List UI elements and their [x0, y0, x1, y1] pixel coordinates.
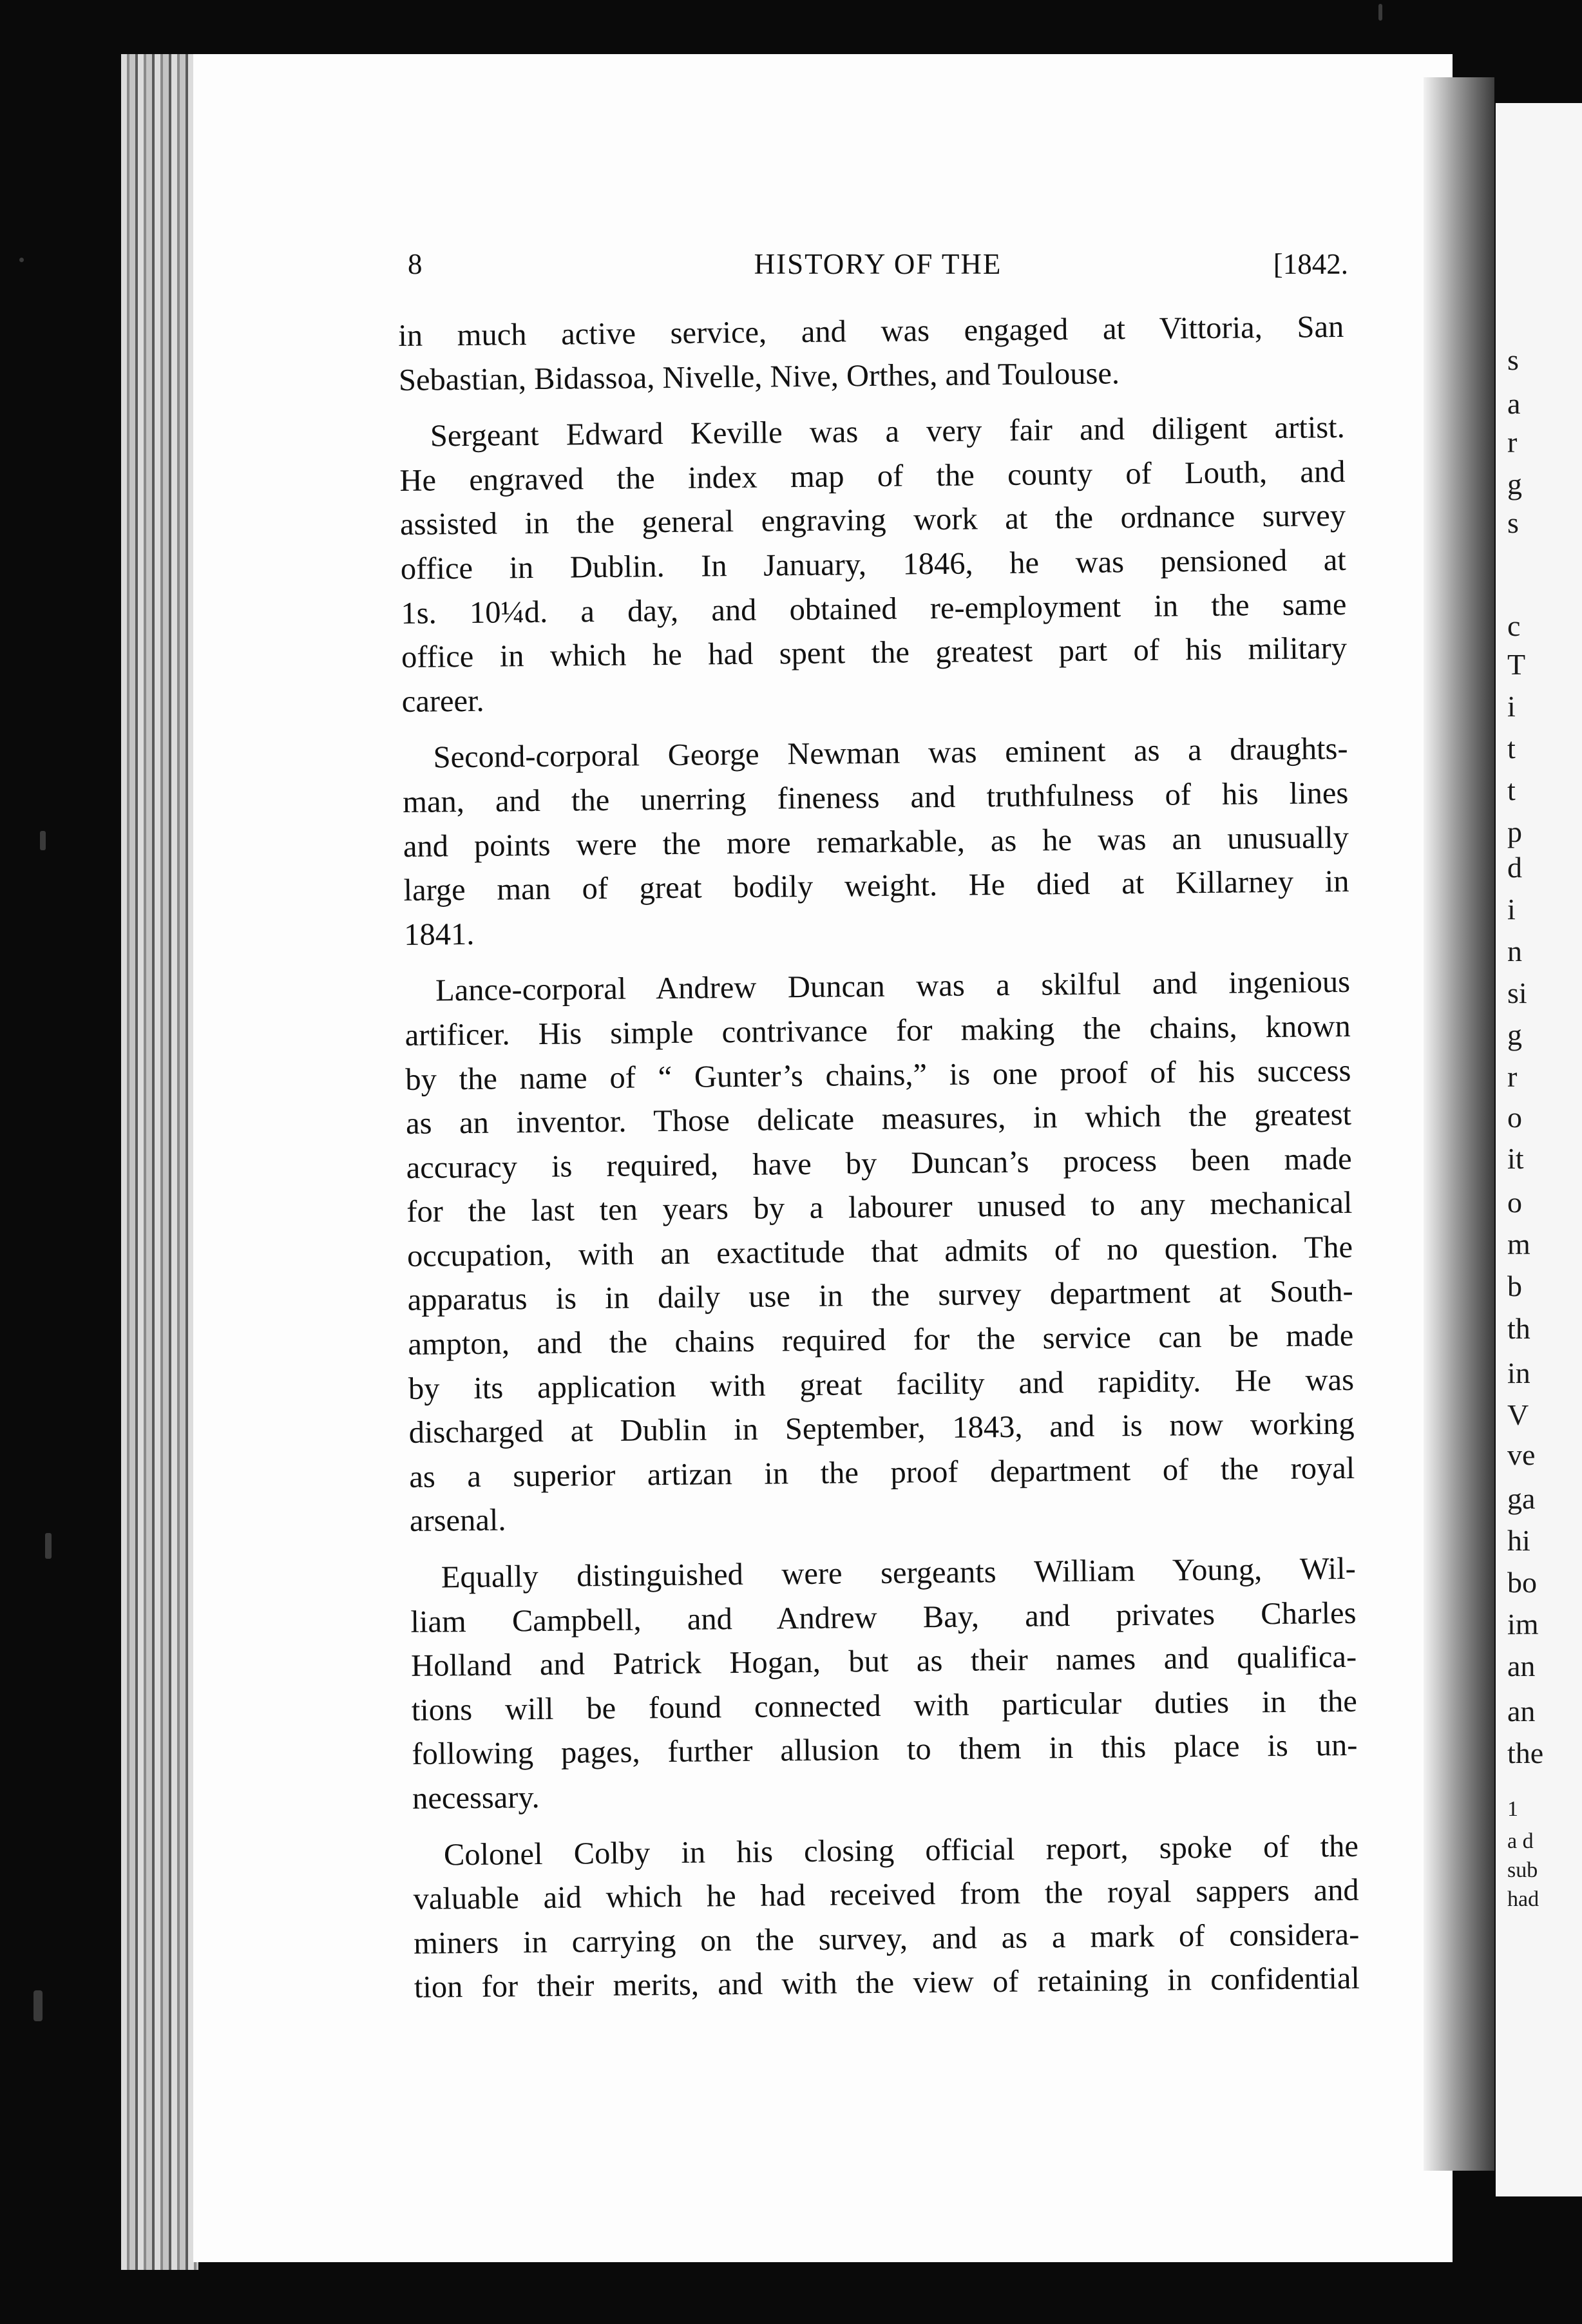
adjacent-fragment: sub [1507, 1858, 1538, 1882]
adjacent-fragment: a [1507, 387, 1521, 420]
text-line: accuracy is required, have by Duncan’s process been made [406, 1141, 1352, 1185]
running-title: HISTORY OF THE [754, 248, 1002, 280]
scan-speck [1378, 4, 1382, 21]
text-line: Sergeant Edward Keville was a very fair and diligent artist. [430, 410, 1346, 453]
adjacent-fragment: bo [1507, 1566, 1537, 1599]
adjacent-fragment: had [1507, 1887, 1539, 1911]
text-line: large man of great bodily weight. He died at Killarney in [403, 864, 1349, 908]
text-line: 1s. 10¼d. a day, and obtained re-employment in the same [401, 587, 1347, 631]
adjacent-fragment: p [1507, 815, 1522, 848]
text-line: as a superior artizan in the proof department of the royal [409, 1451, 1355, 1494]
scan-speck [40, 831, 46, 850]
adjacent-fragment: s [1507, 343, 1519, 376]
text-line: miners in carrying on the survey, and as a mark of considera- [414, 1917, 1360, 1961]
text-line: tion for their merits, and with the view of retaining in confidential [414, 1961, 1360, 2005]
body-text [398, 305, 1360, 2005]
adjacent-fragment: th [1507, 1312, 1530, 1345]
adjacent-fragment: o [1507, 1101, 1522, 1134]
adjacent-fragment: b [1507, 1270, 1522, 1302]
adjacent-fragment: r [1507, 1060, 1518, 1093]
text-line: Colonel Colby in his closing official report, spoke of the [443, 1829, 1359, 1872]
text-line: Equally distinguished were sergeants William Young, Wil- [441, 1551, 1357, 1595]
adjacent-fragment: in [1507, 1357, 1530, 1389]
text-line: ampton, and the chains required for the service can be made [408, 1318, 1354, 1362]
text-line: and points were the more remarkable, as he was an unusually [403, 820, 1349, 864]
adjacent-fragment: V [1507, 1398, 1529, 1431]
adjacent-fragment: hi [1507, 1524, 1530, 1557]
text-line: career. [401, 683, 484, 719]
adjacent-fragment: s [1507, 506, 1519, 539]
adjacent-fragment: t [1507, 732, 1516, 765]
book-edge-stack [121, 54, 198, 2270]
adjacent-fragment: it [1507, 1142, 1524, 1175]
adjacent-fragment: the [1507, 1737, 1544, 1769]
text-line: liam Campbell, and Andrew Bay, and privates Charles [410, 1595, 1357, 1639]
scan-speck [19, 258, 24, 262]
running-header [408, 247, 1348, 286]
text-line: He engraved the index map of the county of Louth, and [399, 454, 1346, 498]
text-line: 1841. [403, 917, 475, 952]
text-line: by its application with great facility and rapidity. He was [408, 1362, 1355, 1406]
text-line: office in Dublin. In January, 1846, he was pensioned at [400, 542, 1346, 586]
text-line: arsenal. [409, 1503, 506, 1539]
adjacent-fragment: si [1507, 976, 1527, 1009]
text-line: necessary. [412, 1780, 540, 1816]
text-line: assisted in the general engraving work at the ordnance survey [399, 499, 1346, 542]
text-line: following pages, further allusion to them in this place is un- [412, 1728, 1358, 1772]
adjacent-fragment: an [1507, 1695, 1536, 1728]
adjacent-fragment: c [1507, 609, 1521, 642]
scan-speck [45, 1533, 52, 1559]
text-line: Lance-corporal Andrew Duncan was a skilful and ingenious [435, 965, 1351, 1008]
text-line: Sebastian, Bidassoa, Nivelle, Nive, Orthes, and Toulouse. [398, 356, 1120, 397]
adjacent-fragment: g [1507, 468, 1522, 500]
text-line: in much active service, and was engaged at Vittoria, San [398, 309, 1344, 353]
adjacent-fragment: o [1507, 1186, 1522, 1219]
text-line: occupation, with an exactitude that admits of no question. The [406, 1230, 1353, 1273]
adjacent-fragment: g [1507, 1018, 1522, 1051]
text-line: Second-corporal George Newman was eminent as a draughts- [433, 732, 1348, 775]
adjacent-fragment: r [1507, 426, 1518, 459]
scan-speck [33, 1990, 43, 2021]
text-line: office in which he had spent the greatest part of his military [401, 631, 1348, 675]
adjacent-fragment: i [1507, 690, 1516, 723]
adjacent-fragment: i [1507, 893, 1516, 926]
text-line: man, and the unerring fineness and truthfulness of his lines [403, 776, 1349, 819]
header-year: [1842. [1273, 248, 1348, 280]
text-line: discharged at Dublin in September, 1843, and is now working [408, 1407, 1355, 1451]
adjacent-fragment: m [1507, 1228, 1530, 1261]
adjacent-fragment: im [1507, 1608, 1539, 1641]
page-gutter-shadow [1424, 77, 1494, 2171]
text-line: by the name of “ Gunter’s chains,” is one proof of his success [405, 1053, 1351, 1097]
text-line: artificer. His simple contrivance for making the chains, known [405, 1009, 1351, 1052]
adjacent-fragment: T [1507, 648, 1526, 681]
text-line: tions will be found connected with particular duties in the [411, 1684, 1357, 1728]
text-line: for the last ten years by a labourer unused to any mechanical [406, 1186, 1353, 1230]
adjacent-fragment: d [1507, 851, 1522, 884]
text-line: apparatus is in daily use in the survey department at South- [407, 1274, 1353, 1318]
adjacent-fragment: t [1507, 774, 1516, 806]
text-line: valuable aid which he had received from the royal sappers and [413, 1872, 1359, 1917]
text-line: Holland and Patrick Hogan, but as their names and qualifica- [410, 1640, 1357, 1684]
adjacent-page-fragment [1496, 103, 1582, 2196]
adjacent-fragment: a d [1507, 1829, 1534, 1853]
adjacent-fragment: 1 [1507, 1797, 1518, 1821]
adjacent-fragment: n [1507, 935, 1522, 967]
page-number: 8 [408, 248, 423, 280]
adjacent-fragment: ga [1507, 1482, 1536, 1515]
text-line: as an inventor. Those delicate measures, in which the greatest [405, 1097, 1352, 1141]
adjacent-fragment: an [1507, 1650, 1536, 1682]
adjacent-fragment: ve [1507, 1438, 1536, 1471]
